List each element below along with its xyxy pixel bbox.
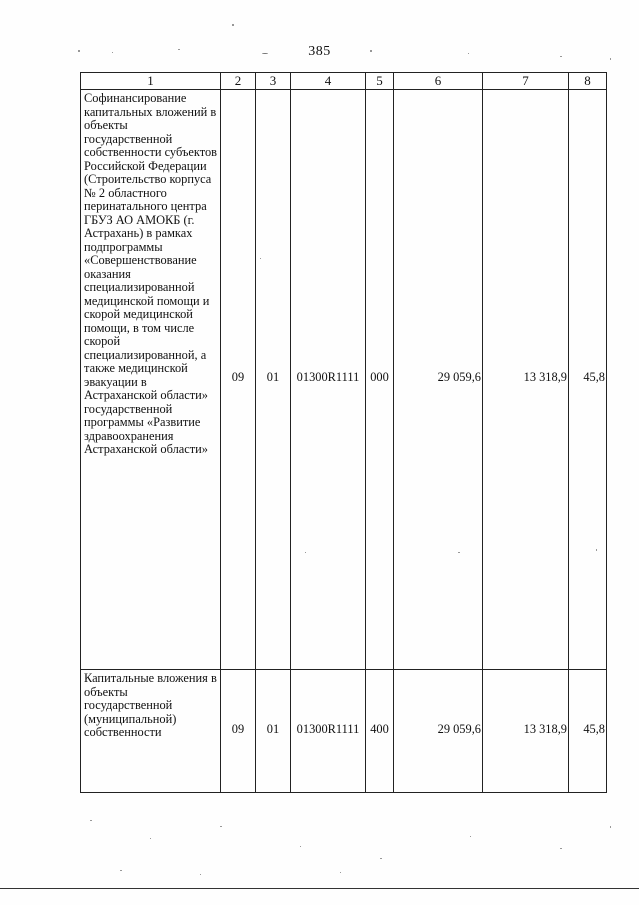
row-target-article: 01300R1111 <box>291 90 366 670</box>
row-amount-executed: 13 318,9 <box>483 90 569 670</box>
row-description: Софинансирование капитальных вложений в объекты государственной собственности субъектов Российской Федерации (Строительство корпуса № 2 областного перинатального центра ГБУЗ АО АМОКБ (г. Астрахань) в рамках подпрограммы «Совершенствование оказания специализированной медицинской помощи и скорой медицинской помощи, в том числе скорой специализированной, а также медицинской эвакуации в Астраханской области» государственной программы «Развитие здравоохранения Астраханской области» <box>81 90 221 670</box>
header-col-5: 5 <box>366 73 394 90</box>
row-subsection: 01 <box>256 670 291 793</box>
row-percent: 45,8 <box>569 90 607 670</box>
row-amount-executed: 13 318,9 <box>483 670 569 793</box>
bottom-rule <box>0 888 639 889</box>
budget-table <box>80 72 607 793</box>
header-col-8: 8 <box>569 73 607 90</box>
row-amount-planned: 29 059,6 <box>394 90 483 670</box>
row-expense-type: 400 <box>366 670 394 793</box>
header-col-3: 3 <box>256 73 291 90</box>
row-subsection: 01 <box>256 90 291 670</box>
table-row <box>81 670 607 793</box>
row-section: 09 <box>221 90 256 670</box>
header-col-1: 1 <box>81 73 221 90</box>
row-section: 09 <box>221 670 256 793</box>
row-description: Капитальные вложения в объекты государственной (муниципальной) собственности <box>81 670 221 793</box>
page-number: 385 <box>308 44 331 59</box>
header-col-7: 7 <box>483 73 569 90</box>
header-col-4: 4 <box>291 73 366 90</box>
row-target-article: 01300R1111 <box>291 670 366 793</box>
header-col-2: 2 <box>221 73 256 90</box>
table-row <box>81 90 607 670</box>
row-percent: 45,8 <box>569 670 607 793</box>
row-amount-planned: 29 059,6 <box>394 670 483 793</box>
header-row <box>81 73 607 90</box>
header-col-6: 6 <box>394 73 483 90</box>
row-expense-type: 000 <box>366 90 394 670</box>
